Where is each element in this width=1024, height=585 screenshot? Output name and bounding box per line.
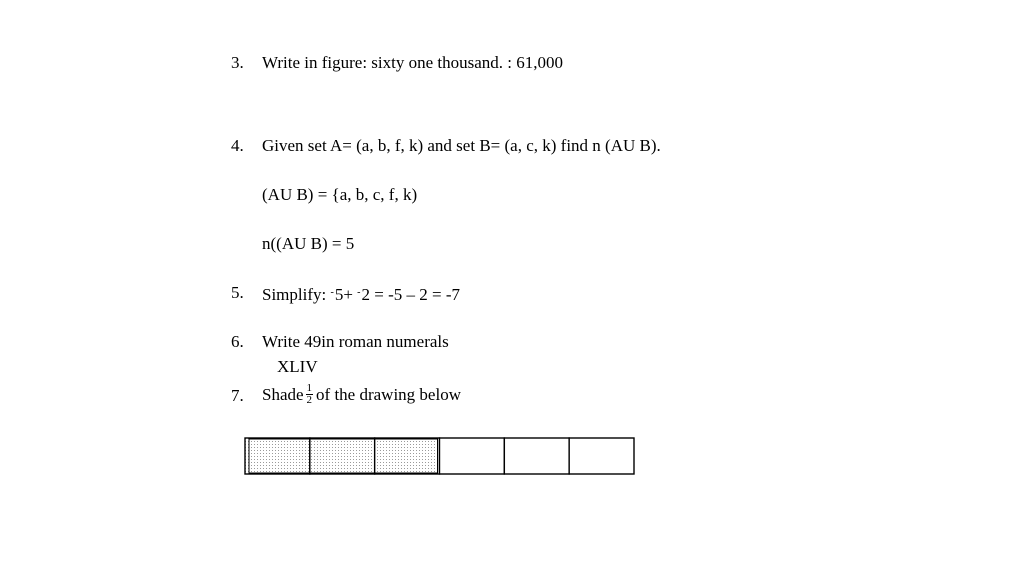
fraction-numerator: 1 [306,381,313,394]
fraction-denominator: 2 [306,393,313,406]
item-5-negative-sign-1: - [330,287,334,298]
item-5-label: Simplify: [262,285,327,304]
item-6-number: 6. [231,332,244,351]
item-4-answer-line-2: n((AU B) = 5 [262,234,355,253]
item-7-text-before: Shade [262,385,304,404]
item-7-text-after: of the drawing below [316,385,461,404]
item-6-question: Write 49in roman numerals [262,332,449,351]
shaded-cell [375,438,440,474]
item-5-part-2: 2 = -5 – 2 = -7 [361,285,461,304]
item-5-negative-sign-2: - [357,287,361,298]
item-7-question [262,380,461,410]
item-3-question: Write in figure: sixty one thousand. : 61,000 [262,53,564,72]
item-5-part-1: 5+ [334,285,353,304]
shaded-cell [245,438,310,474]
shading-drawing [244,437,635,475]
unshaded-cell [569,438,634,474]
item-7-fraction [306,383,314,406]
item-6-answer: XLIV [277,357,318,376]
item-4-answer-line-1: (AU B) = {a, b, c, f, k) [262,185,418,204]
item-4-question: Given set A= (a, b, f, k) and set B= (a, c, k) find n (AU B). [262,136,661,155]
item-5-number: 5. [231,283,244,302]
unshaded-cell [440,438,505,474]
item-5-question [262,283,460,305]
item-4-number: 4. [231,136,244,155]
shaded-cell [310,438,375,474]
item-7-number: 7. [231,386,244,405]
item-3-number: 3. [231,53,244,72]
unshaded-cell [504,438,569,474]
